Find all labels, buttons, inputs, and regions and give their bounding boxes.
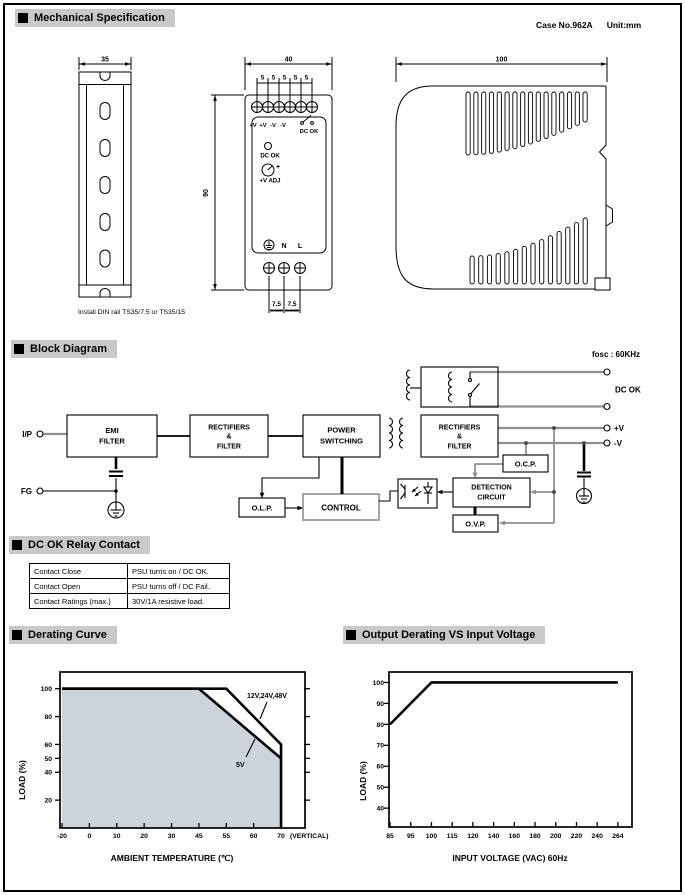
front-height-dim: 90 <box>203 189 210 197</box>
ground-symbol-icon <box>264 240 274 250</box>
x-tick-label: 180 <box>529 833 541 840</box>
transformer-icon <box>389 370 421 448</box>
adj-label: +V ADJ <box>259 178 281 185</box>
x-tick-label: 10 <box>112 833 121 840</box>
led-label: DC OK <box>260 153 280 160</box>
dim-arrow-icon <box>213 284 217 290</box>
section-title: Block Diagram <box>30 343 108 355</box>
x-tick-label: 100 <box>425 833 438 840</box>
square-bullet-icon <box>346 630 356 640</box>
earth-ground-icon <box>108 502 124 518</box>
dim-arrow-icon <box>79 62 85 66</box>
y-axis-title: LOAD (%) <box>358 761 368 801</box>
rail-slot <box>100 250 110 267</box>
section-header-relay-contact <box>9 536 150 554</box>
rectifiers-input-label: & <box>226 433 232 441</box>
rectifiers-output-label: & <box>456 433 463 441</box>
rail-width-dim: 35 <box>101 56 109 64</box>
rail-slot <box>100 214 110 231</box>
x-tick-label: 0 <box>87 833 92 840</box>
bottom-terminals <box>264 263 306 274</box>
x-tick-label: 120 <box>467 833 479 840</box>
section-header-output-derating <box>343 626 545 644</box>
y-tick-label: 20 <box>44 797 52 805</box>
x-tick-label: 20 <box>140 833 148 840</box>
dim-arrow-icon <box>125 62 131 66</box>
x-tick-label: 200 <box>550 833 562 840</box>
output-derating-chart <box>345 645 685 895</box>
y-tick-label: 70 <box>376 742 384 750</box>
dim-arrow-icon <box>213 95 217 101</box>
y-tick-label: 100 <box>40 686 52 694</box>
y-tick-label: 40 <box>376 805 384 813</box>
junction-dot <box>524 441 528 445</box>
x-axis-title: AMBIENT TEMPERATURE (℃) <box>110 853 234 863</box>
junction-dot <box>582 441 586 445</box>
fosc-label: fosc : 60KHz <box>592 350 641 359</box>
relay-coil-icon <box>449 372 480 407</box>
y-tick-label: 80 <box>376 721 384 729</box>
series-label: 12V,24V,48V <box>247 693 287 700</box>
x-tick-label: 85 <box>386 833 394 840</box>
v-plus-label: +V <box>614 424 625 433</box>
case-info <box>536 20 641 30</box>
y-axis-title: LOAD (%) <box>17 760 27 800</box>
table-cell: Contact Close <box>30 564 128 579</box>
table-row <box>30 579 230 594</box>
plot-frame <box>389 672 632 827</box>
x-tick-label: 160 <box>508 833 520 840</box>
section-title: Mechanical Specification <box>34 12 165 24</box>
rail-slot <box>100 140 110 157</box>
v-minus-terminal-icon <box>604 440 610 446</box>
power-path-lines <box>43 372 604 523</box>
dc-ok-output-label: DC OK <box>615 385 641 395</box>
optocoupler-icon <box>401 482 433 504</box>
emi-filter-label: EMI <box>105 426 119 435</box>
x-tick-label: 95 <box>406 833 415 840</box>
pitch-dim: 5 <box>304 74 309 82</box>
x-tick-label: 30 <box>167 833 176 840</box>
terminal-label: -V <box>280 123 286 129</box>
control-label: CONTROL <box>321 503 361 513</box>
x-tick-label: 240 <box>591 833 603 840</box>
power-switching-label: POWER <box>327 425 356 435</box>
terminal-label: +V <box>259 123 267 129</box>
line-label: L <box>297 243 303 250</box>
adj-plus: + <box>276 164 281 171</box>
table-row <box>30 564 230 579</box>
junction-dot <box>552 490 556 494</box>
square-bullet-icon <box>14 344 24 354</box>
ovp-label: O.V.P. <box>465 519 486 529</box>
bottom-pitch-dim: 7.5 <box>271 301 282 308</box>
rectifiers-output-label: RECTIFIERS <box>438 424 481 432</box>
rail-slot <box>100 177 110 194</box>
rectifiers-output-label: FILTER <box>447 443 472 451</box>
dc-ok-terminal-icon <box>604 404 610 410</box>
section-header-block-diagram <box>11 340 117 358</box>
dc-ok-led-icon <box>265 143 272 150</box>
side-view <box>396 57 613 291</box>
y-tick-label: 60 <box>376 763 384 771</box>
input-terminal-icon <box>37 431 43 437</box>
arrow-icon <box>437 490 443 494</box>
y-tick-label: 100 <box>372 679 384 687</box>
section-title: Derating Curve <box>28 629 107 641</box>
y-tick-label: 50 <box>44 755 52 763</box>
series-pointer <box>260 702 267 719</box>
rail-bottom-notch <box>100 289 110 298</box>
earth-ground-icon <box>577 489 592 504</box>
relay-contact-text: DC OK <box>299 129 319 135</box>
case-number: Case No.962A <box>536 20 593 30</box>
x-tick-label: 220 <box>570 833 583 840</box>
table-row <box>30 594 230 609</box>
pitch-dim: 5 <box>293 74 298 82</box>
din-rail-view <box>78 57 185 317</box>
x-tick-label: 55 <box>222 833 231 840</box>
side-width-dim: 100 <box>495 56 508 64</box>
arrow-icon <box>499 521 505 526</box>
rail-caption: Install DIN rail TS35/7.5 or TS35/15 <box>78 309 186 316</box>
front-view <box>203 57 332 314</box>
arrow-icon <box>260 493 265 498</box>
section-header-derating <box>9 626 117 644</box>
mechanical-drawings <box>0 40 685 340</box>
dim-arrow-icon <box>601 62 607 66</box>
x-tick-label: 45 <box>195 833 203 840</box>
dim-arrow-icon <box>326 62 332 66</box>
fg-terminal-icon <box>37 488 43 494</box>
x-tick-label: 60 <box>249 833 258 840</box>
din-clip-hook <box>606 205 613 226</box>
x-tick-label: 140 <box>487 833 500 840</box>
y-tick-label: 80 <box>44 713 52 721</box>
vent-slots-bottom <box>470 218 587 284</box>
power-switching-label: SWITCHING <box>320 436 363 446</box>
arrow-icon <box>472 473 477 478</box>
x-tick-label: -20 <box>57 833 67 840</box>
emi-filter-label: FILTER <box>99 436 125 446</box>
detection-box <box>453 478 530 507</box>
relay-contact-table <box>29 563 230 609</box>
dc-ok-terminal-icon <box>604 369 610 375</box>
square-bullet-icon <box>12 540 22 550</box>
x-tick-label: 115 <box>446 833 458 840</box>
y-tick-label: 60 <box>44 741 52 749</box>
dim-arrow-icon <box>245 62 251 66</box>
series-label: 5V <box>236 762 245 769</box>
table-cell: PSU turns on / DC OK. <box>128 564 230 579</box>
square-bullet-icon <box>12 630 22 640</box>
y-tick-label: 50 <box>376 784 384 792</box>
neutral-label: N <box>281 243 287 250</box>
terminal-label: +V <box>249 123 257 129</box>
fg-label: FG <box>20 487 32 496</box>
bottom-pitch-dim: 7.5 <box>287 301 297 308</box>
junction-dot <box>552 426 556 430</box>
rail-top-notch <box>100 72 110 81</box>
x-axis-title: INPUT VOLTAGE (VAC) 60Hz <box>452 853 568 863</box>
section-title: DC OK Relay Contact <box>28 539 140 551</box>
block-diagram <box>0 348 685 540</box>
unit-label: Unit:mm <box>606 20 642 30</box>
x-tick-label: 264 <box>612 833 624 840</box>
x-tick-label: 70 <box>277 833 285 840</box>
y-tick-label: 90 <box>376 700 384 708</box>
olp-label: O.L.P. <box>251 503 273 513</box>
top-terminals <box>252 102 318 113</box>
section-header-mechanical <box>15 9 175 27</box>
detection-label: CIRCUIT <box>477 494 506 502</box>
ocp-label: O.C.P. <box>514 459 537 469</box>
front-width-dim: 40 <box>284 56 293 64</box>
table-cell: Contact Open <box>30 579 128 594</box>
din-clip-latch <box>595 278 610 290</box>
v-plus-terminal-icon <box>604 425 610 431</box>
pitch-dim: 5 <box>260 74 265 82</box>
pitch-dim: 5 <box>282 74 287 82</box>
v-minus-label: -V <box>614 439 622 448</box>
y-tick-label: 40 <box>44 769 52 777</box>
table-cell: PSU turns off / DC Fail. <box>128 579 230 594</box>
series-line <box>390 682 618 724</box>
rectifiers-input-label: FILTER <box>217 443 241 451</box>
table-cell: Contact Ratings (max.) <box>30 594 128 609</box>
rectifiers-input-label: RECTIFIERS <box>208 424 250 432</box>
square-bullet-icon <box>18 13 28 23</box>
vent-slots-top <box>466 92 587 155</box>
input-label: I/P <box>22 430 32 439</box>
section-title: Output Derating VS Input Voltage <box>362 629 536 641</box>
derating-curve-chart <box>0 645 345 895</box>
dim-arrow-icon <box>396 62 402 66</box>
arrow-icon <box>530 490 536 495</box>
table-cell: 30V/1A resistive load. <box>128 594 230 609</box>
x-axis-note: (VERTICAL) <box>290 833 329 840</box>
detection-label: DETECTION <box>471 484 512 492</box>
rail-slot <box>100 103 110 120</box>
terminal-label: -V <box>270 123 276 129</box>
pitch-dim: 5 <box>271 74 276 82</box>
junction-dot <box>114 489 118 493</box>
